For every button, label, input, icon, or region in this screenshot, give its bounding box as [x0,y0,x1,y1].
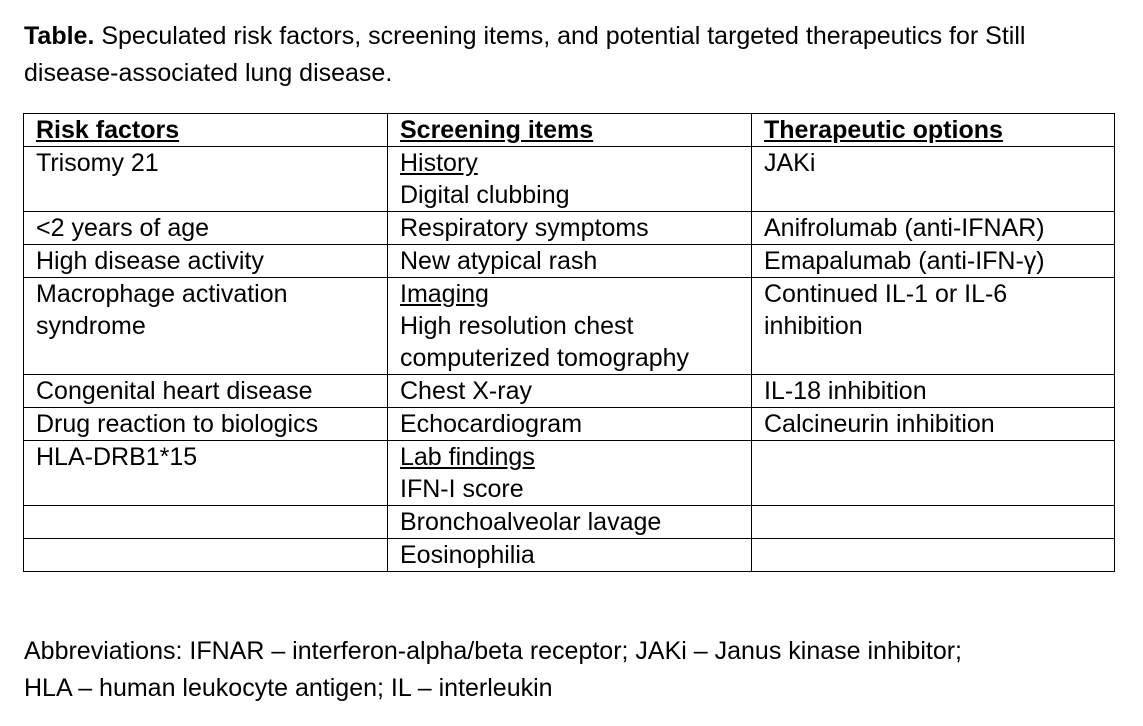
screening-item-cell [388,375,752,408]
therapeutic-option-text: Emapalumab (anti-IFN-γ) [764,247,1045,275]
risk-factor-text: Macrophage activation [36,280,288,308]
table-row [24,212,1115,245]
therapeutic-option-cell [752,441,1115,506]
header-row [24,114,1115,147]
caption-text: Speculated risk factors, screening items, and potential targeted therapeutics for Still disease-associated lung disease. [24,22,1026,87]
header-screening-items: Screening items [388,114,752,147]
therapeutic-option-cell [752,408,1115,441]
screening-item-cell [388,441,752,506]
screening-item-text: Eosinophilia [400,541,535,569]
therapeutic-option-text: inhibition [764,312,863,340]
risk-factor-cell [24,375,388,408]
screening-item-text: New atypical rash [400,247,598,275]
risk-factor-cell [24,539,388,572]
therapeutic-option-text: JAKi [764,149,816,177]
risk-factor-cell [24,245,388,278]
screening-item-cell [388,539,752,572]
risk-factor-text: HLA-DRB1*15 [36,443,198,471]
therapeutic-option-text: IL-18 inhibition [764,377,927,405]
therapeutic-option-cell [752,375,1115,408]
therapeutic-option-text: Continued IL-1 or IL-6 [764,280,1008,308]
risk-factor-cell [24,278,388,375]
risk-factor-cell [24,506,388,539]
abbreviations-note [24,633,1124,707]
screening-item-cell [388,245,752,278]
risk-factor-cell [24,441,388,506]
therapeutic-option-cell [752,278,1115,375]
table-row [24,539,1115,572]
risk-factor-text: Congenital heart disease [36,377,313,405]
abbreviations-line-1: Abbreviations: IFNAR – interferon-alpha/beta receptor; JAKi – Janus kinase inhibitor; [24,637,962,665]
therapeutic-option-text: Anifrolumab (anti-IFNAR) [764,214,1045,242]
table-row [24,375,1115,408]
risk-screening-therapy-table [23,113,1115,572]
risk-factor-text: Drug reaction to biologics [36,410,319,438]
header-risk-factors: Risk factors [24,114,388,147]
therapeutic-option-cell [752,539,1115,572]
screening-item-text: Echocardiogram [400,410,583,438]
screening-item-text: Bronchoalveolar lavage [400,508,662,536]
risk-factor-text: syndrome [36,312,146,340]
caption-label: Table. [24,22,95,50]
risk-factor-text: <2 years of age [36,214,210,242]
screening-item-text: computerized tomography [400,344,690,372]
screening-item-text: Chest X-ray [400,377,532,405]
table-row [24,278,1115,375]
table-row [24,147,1115,212]
table-row [24,245,1115,278]
risk-factor-cell [24,212,388,245]
therapeutic-option-cell [752,506,1115,539]
table-caption [24,18,1119,92]
screening-category-heading: Lab findings [400,443,535,471]
therapeutic-option-text: Calcineurin inhibition [764,410,995,438]
screening-item-cell [388,278,752,375]
table-row [24,441,1115,506]
therapeutic-option-cell [752,212,1115,245]
screening-category-heading: History [400,149,478,177]
screening-item-text: IFN-I score [400,475,524,503]
risk-factor-cell [24,408,388,441]
screening-item-cell [388,147,752,212]
abbreviations-line-2: HLA – human leukocyte antigen; IL – interleukin [24,674,553,702]
therapeutic-option-cell [752,245,1115,278]
table-body [24,147,1115,572]
table-row [24,408,1115,441]
risk-factor-text: Trisomy 21 [36,149,159,177]
screening-item-text: Respiratory symptoms [400,214,649,242]
screening-item-cell [388,212,752,245]
screening-item-cell [388,506,752,539]
screening-item-cell [388,408,752,441]
table-row [24,506,1115,539]
risk-factor-text: High disease activity [36,247,264,275]
risk-factor-cell [24,147,388,212]
screening-category-heading: Imaging [400,280,489,308]
header-therapeutic-options: Therapeutic options [752,114,1115,147]
screening-item-text: High resolution chest [400,312,634,340]
screening-item-text: Digital clubbing [400,181,570,209]
therapeutic-option-cell [752,147,1115,212]
